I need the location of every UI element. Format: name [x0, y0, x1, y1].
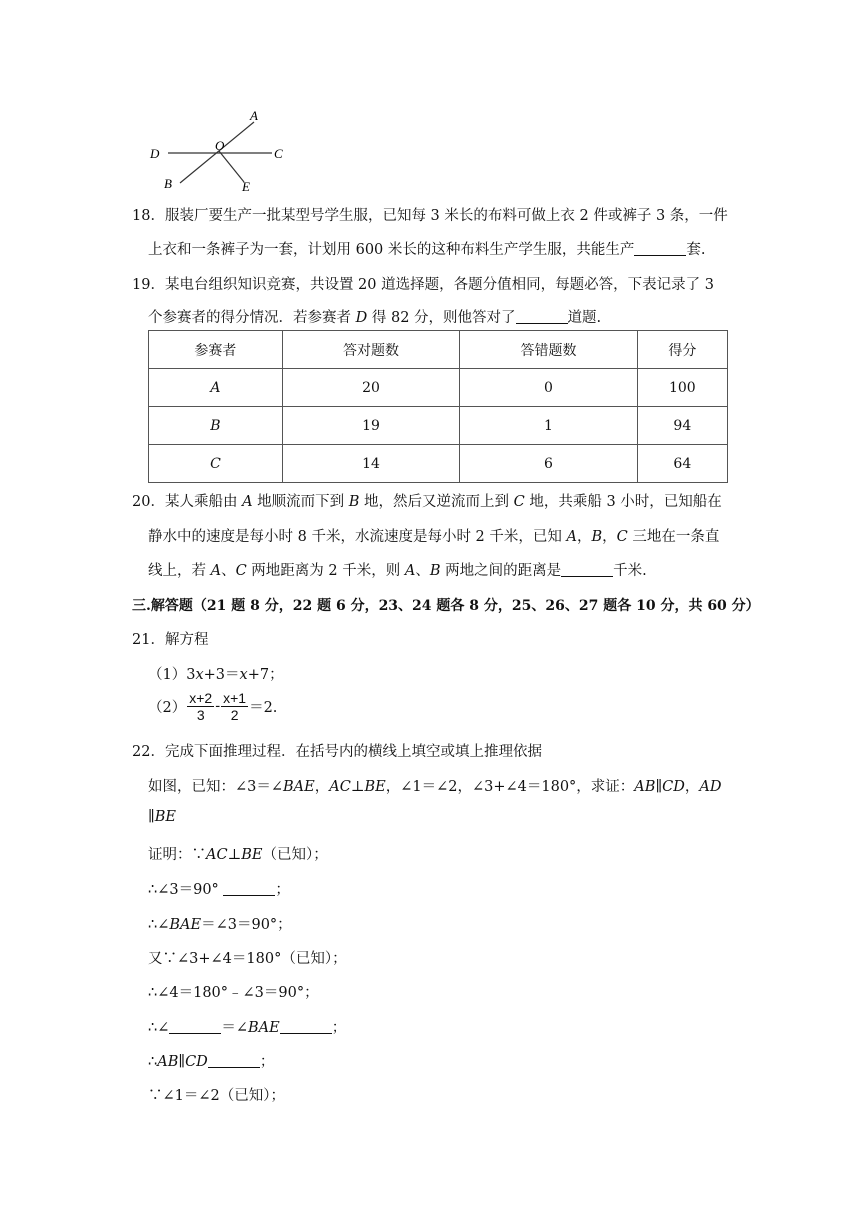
- q22-step1-blank[interactable]: [223, 881, 275, 896]
- table-cell: B: [149, 407, 283, 445]
- q22-var: BAE: [283, 779, 315, 795]
- q20-var: A: [404, 563, 416, 579]
- q22-var: BE: [241, 847, 263, 863]
- score-table: [148, 330, 728, 483]
- q19-var-d: D: [355, 310, 368, 326]
- section3-title: 三.解答题（21 题 8 分，22 题 6 分，23、24 题各 8 分，25、26、27 题各 10 分，共 60 分）: [132, 598, 760, 614]
- label-e: E: [242, 179, 250, 194]
- fraction-denominator: 3: [196, 707, 205, 723]
- table-cell: 6: [460, 445, 637, 483]
- q22-var: AC: [329, 779, 351, 795]
- q21-part2: [148, 690, 277, 723]
- q21-text: （2）: [148, 700, 187, 716]
- q20-var: A: [210, 563, 222, 579]
- table-cell: C: [149, 445, 283, 483]
- q20-var: B: [591, 529, 603, 545]
- q22-title: 22．完成下面推理过程．在括号内的横线上填空或填上推理依据: [132, 744, 542, 760]
- table-cell: 0: [460, 369, 637, 407]
- q22-var: AC: [206, 847, 228, 863]
- q18-end: 套.: [686, 242, 706, 258]
- q22-text: ∴∠: [148, 917, 170, 933]
- q20-text: 静水中的速度是每小时 8 千米，水流速度是每小时 2 千米，已知: [148, 529, 567, 545]
- q22-text: ＝∠3＝90°；: [201, 917, 292, 933]
- q20-var: A: [566, 529, 577, 545]
- q22-text: 如图，已知：∠3＝∠: [148, 779, 284, 795]
- q20-text: 、: [221, 563, 236, 579]
- q22-var: AD: [699, 779, 722, 795]
- fraction-numerator: x+1: [223, 690, 247, 706]
- table-row: [149, 369, 728, 407]
- q20-text: 地顺流而下到: [252, 494, 349, 510]
- q22-var: BE: [154, 809, 176, 825]
- q22-var: BE: [364, 779, 386, 795]
- table-row: [149, 407, 728, 445]
- q21-text: ＝2.: [249, 700, 278, 716]
- q20-line2: [148, 525, 719, 546]
- q22-text: ；: [259, 1054, 275, 1070]
- label-a: A: [250, 108, 258, 123]
- q19-text-b: 得 82 分，则他答对了: [367, 310, 516, 326]
- q22-var: BAE: [169, 917, 202, 933]
- q22-text: ⊥: [227, 847, 242, 863]
- q20-text: 两地之间的距离是: [440, 563, 562, 579]
- q21-var: x: [239, 667, 248, 683]
- q18-answer-blank[interactable]: [634, 241, 686, 256]
- q22-text: ∥: [655, 779, 663, 795]
- table-row: [149, 445, 728, 483]
- q20-line1: [132, 490, 722, 511]
- q20-var: A: [242, 494, 253, 510]
- q22-text: ∴∠: [148, 1020, 170, 1036]
- q18-line1: 18．服装厂要生产一批某型号学生服，已知每 3 米长的布料可做上衣 2 件或裤子 3 条，一件: [132, 208, 728, 224]
- q22-text: ⊥: [350, 779, 365, 795]
- q22-var: CD: [185, 1054, 208, 1070]
- q22-text: ＝∠: [221, 1020, 249, 1036]
- geometry-figure: [140, 100, 300, 196]
- table-cell: 94: [637, 407, 727, 445]
- q22-step1: [148, 878, 290, 899]
- q22-var: CD: [662, 779, 685, 795]
- q20-text: ，: [576, 529, 592, 545]
- q22-text: ，: [684, 779, 700, 795]
- q20-text: ，: [602, 529, 617, 545]
- q22-step7: ∵∠1＝∠2（已知）；: [148, 1088, 285, 1104]
- q20-text: 地，共乘船 3 小时，已知船在: [524, 494, 722, 510]
- q21-title: 21．解方程: [132, 632, 209, 648]
- q19-answer-blank[interactable]: [516, 309, 568, 324]
- q22-text: ；: [331, 1020, 347, 1036]
- q20-var: C: [513, 494, 525, 510]
- q19-line2: [148, 306, 601, 327]
- q20-answer-blank[interactable]: [561, 562, 613, 577]
- table-cell: 1: [460, 407, 637, 445]
- q22-text: ∴∠3＝90°: [148, 882, 219, 898]
- q22-step6-blank[interactable]: [208, 1053, 260, 1068]
- q22-given-line1: [148, 775, 721, 796]
- q22-step5: [148, 1016, 346, 1037]
- q22-var: AB: [634, 779, 656, 795]
- q22-step4: ∴∠4＝180°﹣∠3＝90°；: [148, 985, 319, 1001]
- q22-given-line2: [148, 809, 176, 825]
- q21-var: x: [195, 667, 204, 683]
- q20-var: C: [616, 529, 628, 545]
- table-header: 参赛者: [149, 331, 283, 369]
- q20-var: B: [348, 494, 360, 510]
- q21-text: （1）3: [148, 667, 196, 683]
- q22-proof-start: [148, 843, 328, 864]
- q20-var: C: [235, 563, 247, 579]
- q21-part1: [148, 663, 284, 684]
- q22-step5-reason-blank[interactable]: [280, 1019, 332, 1034]
- q20-text: 三地在一条直: [627, 529, 720, 545]
- q22-step3: 又∵∠3+∠4＝180°（已知）；: [148, 951, 347, 967]
- q19-end: 道题.: [567, 310, 602, 326]
- q22-text: （已知）；: [262, 847, 328, 863]
- table-cell: 100: [637, 369, 727, 407]
- q18-text: 上衣和一条裤子为一套，计划用 600 米长的这种布料生产学生服，共能生产: [148, 242, 635, 258]
- q22-text: ；: [275, 882, 290, 898]
- q20-text: 20．某人乘船由: [132, 494, 243, 510]
- q20-line3: [148, 559, 647, 580]
- q19-line1: 19．某电台组织知识竞赛，共设置 20 道选择题，各题分值相同，每题必答，下表记录了 3: [132, 277, 714, 293]
- q20-text: 两地距离为 2 千米，则: [246, 563, 405, 579]
- table-cell: 19: [282, 407, 459, 445]
- fraction-2: [221, 690, 248, 723]
- label-d: D: [150, 146, 160, 161]
- q22-step5-angle-blank[interactable]: [169, 1019, 221, 1034]
- q20-text: 、: [415, 563, 430, 579]
- q22-text: ，: [314, 779, 330, 795]
- label-c: C: [274, 146, 283, 161]
- minus-sign: -: [215, 698, 221, 715]
- table-cell: 20: [282, 369, 459, 407]
- q22-text: ，∠1＝∠2，∠3+∠4＝180°，求证：: [385, 779, 635, 795]
- q22-text: ∴: [148, 1054, 158, 1070]
- q22-text: ∥: [148, 809, 155, 825]
- q21-text: +3＝: [203, 667, 240, 683]
- table-header-row: [149, 331, 728, 369]
- line-oe: [219, 151, 244, 182]
- q22-var: BAE: [248, 1020, 280, 1036]
- label-b: B: [164, 176, 172, 191]
- q19-text-a: 个参赛者的得分情况．若参赛者: [148, 310, 356, 326]
- q21-text: +7；: [247, 667, 284, 683]
- fraction-numerator: x+2: [189, 690, 213, 706]
- q18-line2: [148, 238, 706, 259]
- q20-text: 地，然后又逆流而上到: [359, 494, 514, 510]
- table-header: 答对题数: [282, 331, 459, 369]
- q20-var: B: [429, 563, 441, 579]
- table-header: 答错题数: [460, 331, 637, 369]
- table-header: 得分: [637, 331, 727, 369]
- table-cell: A: [149, 369, 283, 407]
- fraction-1: [187, 690, 214, 723]
- q22-step2: [148, 913, 292, 934]
- q20-text: 线上，若: [148, 563, 211, 579]
- table-cell: 14: [282, 445, 459, 483]
- q22-var: AB: [157, 1054, 179, 1070]
- q22-text: ∥: [178, 1054, 186, 1070]
- fraction-denominator: 2: [230, 707, 239, 723]
- q22-text: 证明：∵: [148, 847, 206, 863]
- table-cell: 64: [637, 445, 727, 483]
- q20-end: 千米.: [613, 563, 647, 579]
- q22-step6: [148, 1050, 274, 1071]
- label-o: O: [215, 138, 225, 153]
